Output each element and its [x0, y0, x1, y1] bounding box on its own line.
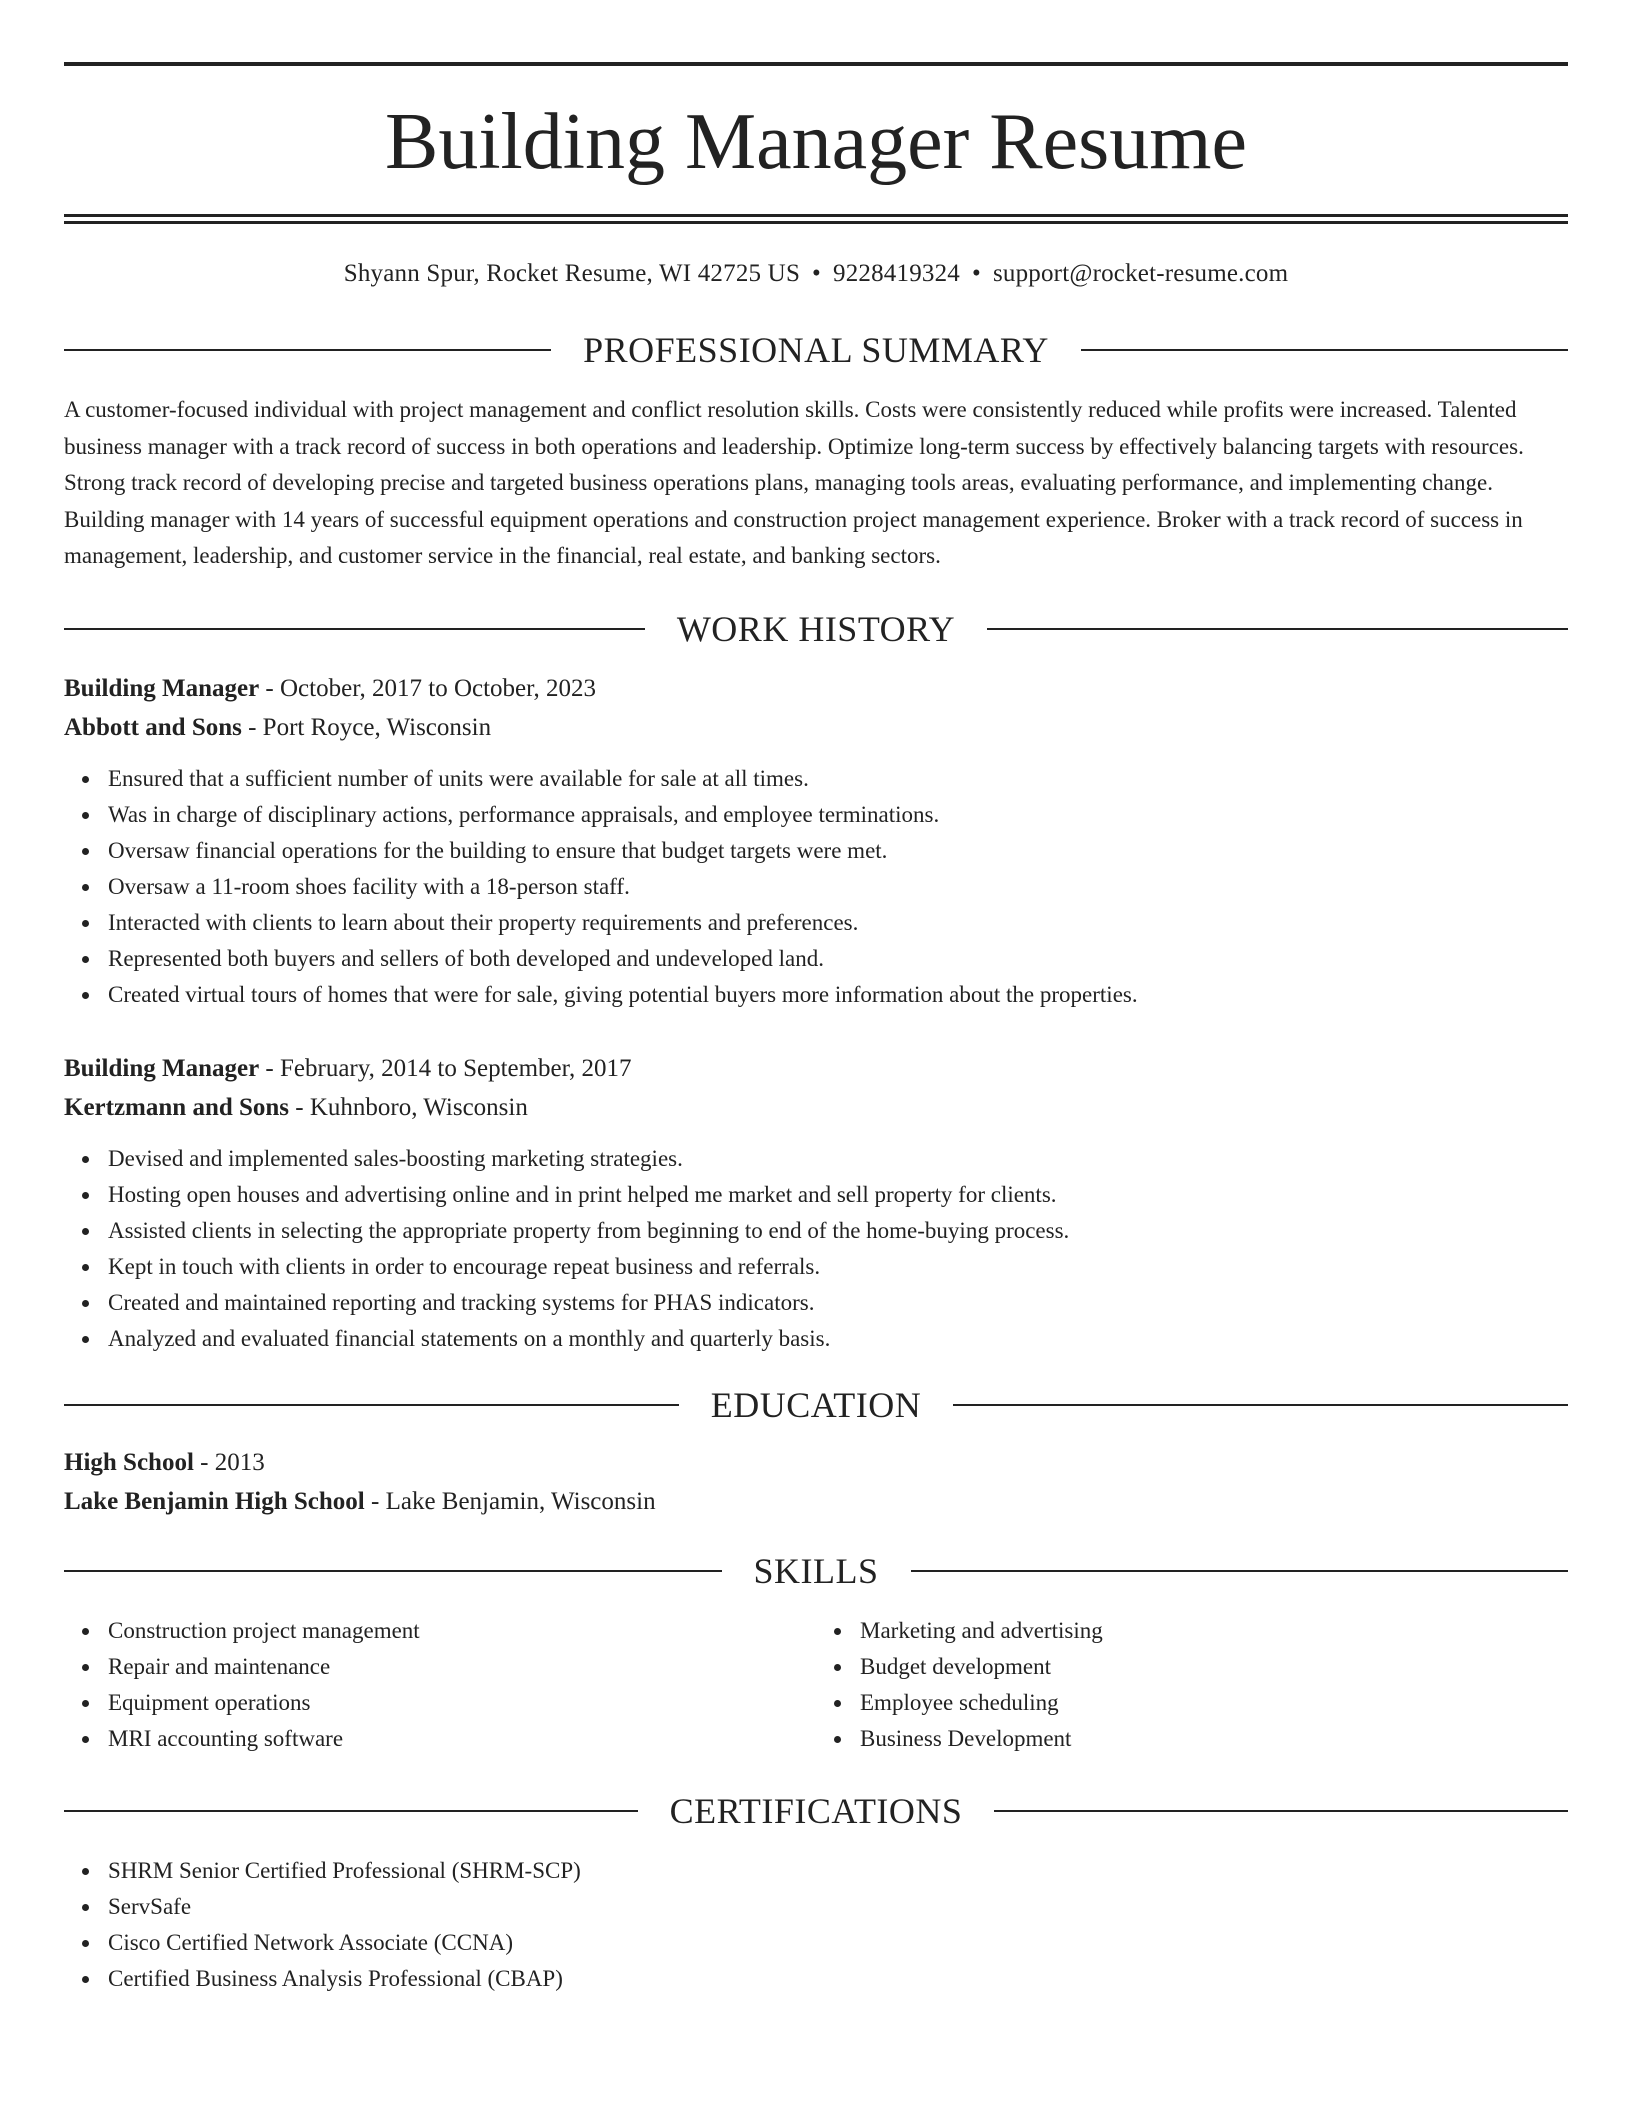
section-header-work	[64, 608, 1568, 649]
job-dates: - February, 2014 to September, 2017	[259, 1054, 632, 1082]
education-location: - Lake Benjamin, Wisconsin	[364, 1487, 656, 1515]
job-dates: - October, 2017 to October, 2023	[259, 674, 596, 702]
divider-line	[911, 1570, 1569, 1572]
job-bullets	[64, 1141, 1568, 1357]
education-entry	[64, 1443, 1568, 1521]
list-item: SHRM Senior Certified Professional (SHRM-SCP)	[64, 1853, 1568, 1889]
resume-title: Building Manager Resume	[384, 98, 1248, 186]
skills-column-left	[64, 1613, 816, 1757]
skills-grid	[64, 1613, 1568, 1757]
section-title-skills: SKILLS	[753, 1550, 879, 1591]
contact-line	[64, 260, 1568, 288]
summary-paragraph: A customer-focused individual with project management and conflict resolution skills. Costs were consistently reduced while profits were increased. Talented business manager with a track record of success in both operations and leadership. Optimize long-term success by effectively balancing targets with resources. Strong track record of developing precise and targeted business operations plans, managing tools areas, evaluating performance, and implementing change. Building manager with 14 years of successful equipment operations and construction project management experience. Broker with a track record of success in management, leadership, and customer service in the financial, real estate, and banking sectors.	[64, 397, 1524, 568]
divider-line	[953, 1404, 1568, 1406]
job-entry	[64, 1049, 1568, 1357]
section-title-certifications: CERTIFICATIONS	[669, 1790, 963, 1831]
list-item: Created and maintained reporting and tracking systems for PHAS indicators.	[64, 1285, 1568, 1321]
list-item: Oversaw a 11-room shoes facility with a 18-person staff.	[64, 869, 1568, 905]
list-item: Devised and implemented sales-boosting marketing strategies.	[64, 1141, 1568, 1177]
list-item: Equipment operations	[64, 1685, 816, 1721]
list-item: Oversaw financial operations for the building to ensure that budget targets were met.	[64, 833, 1568, 869]
list-item: MRI accounting software	[64, 1721, 816, 1757]
contact-address: Shyann Spur, Rocket Resume, WI 42725 US	[343, 260, 801, 287]
list-item: Created virtual tours of homes that were for sale, giving potential buyers more information about the properties.	[64, 977, 1568, 1013]
divider-line	[1081, 349, 1568, 351]
list-item: Employee scheduling	[816, 1685, 1568, 1721]
job-company: Kertzmann and Sons	[64, 1093, 290, 1121]
education-school-line	[64, 1482, 1568, 1521]
education-school: Lake Benjamin High School	[64, 1487, 365, 1515]
section-header-certifications	[64, 1790, 1568, 1831]
job-location: - Port Royce, Wisconsin	[241, 713, 492, 741]
list-item: Kept in touch with clients in order to encourage repeat business and referrals.	[64, 1249, 1568, 1285]
job-title: Building Manager	[64, 674, 260, 702]
divider-line	[64, 1404, 679, 1406]
contact-phone: 9228419324	[833, 260, 960, 287]
job-company: Abbott and Sons	[64, 713, 242, 741]
list-item: Represented both buyers and sellers of both developed and undeveloped land.	[64, 941, 1568, 977]
list-item: Interacted with clients to learn about their property requirements and preferences.	[64, 905, 1568, 941]
list-item: Repair and maintenance	[64, 1649, 816, 1685]
divider-line	[64, 349, 551, 351]
divider-line	[994, 1810, 1568, 1812]
section-header-summary	[64, 332, 1568, 368]
top-rule	[64, 62, 1568, 66]
list-item: Cisco Certified Network Associate (CCNA)	[64, 1925, 1568, 1961]
job-entry	[64, 669, 1568, 1013]
education-degree: High School	[64, 1448, 194, 1476]
contact-separator: •	[972, 260, 981, 287]
section-header-education	[64, 1384, 1568, 1425]
title-double-rule	[64, 214, 1568, 224]
job-company-line	[64, 708, 1568, 747]
list-item: Hosting open houses and advertising online and in print helped me market and sell property for clients.	[64, 1177, 1568, 1213]
divider-line	[64, 1810, 638, 1812]
list-item: Construction project management	[64, 1613, 816, 1649]
section-title-summary: PROFESSIONAL SUMMARY	[583, 330, 1049, 370]
divider-line	[64, 628, 645, 630]
certifications-list	[64, 1853, 1568, 1997]
section-title-work: WORK HISTORY	[676, 608, 956, 649]
job-title-line	[64, 1049, 1568, 1088]
education-degree-line	[64, 1443, 1568, 1482]
job-company-line	[64, 1088, 1568, 1127]
list-item: ServSafe	[64, 1889, 1568, 1925]
divider-line	[64, 1570, 722, 1572]
job-title: Building Manager	[64, 1054, 260, 1082]
list-item: Budget development	[816, 1649, 1568, 1685]
contact-email: support@rocket-resume.com	[992, 260, 1289, 287]
job-location: - Kuhnboro, Wisconsin	[289, 1093, 528, 1121]
education-year: - 2013	[193, 1448, 265, 1476]
list-item: Analyzed and evaluated financial statements on a monthly and quarterly basis.	[64, 1321, 1568, 1357]
skills-column-right	[816, 1613, 1568, 1757]
job-title-line	[64, 669, 1568, 708]
list-item: Certified Business Analysis Professional (CBAP)	[64, 1961, 1568, 1997]
list-item: Business Development	[816, 1721, 1568, 1757]
section-title-education: EDUCATION	[710, 1384, 922, 1425]
contact-separator: •	[812, 260, 821, 287]
divider-line	[987, 628, 1568, 630]
list-item: Ensured that a sufficient number of units were available for sale at all times.	[64, 761, 1568, 797]
list-item: Assisted clients in selecting the appropriate property from beginning to end of the home-buying process.	[64, 1213, 1568, 1249]
list-item: Was in charge of disciplinary actions, performance appraisals, and employee terminations.	[64, 797, 1568, 833]
section-header-skills	[64, 1550, 1568, 1591]
list-item: Marketing and advertising	[816, 1613, 1568, 1649]
job-bullets	[64, 761, 1568, 1013]
